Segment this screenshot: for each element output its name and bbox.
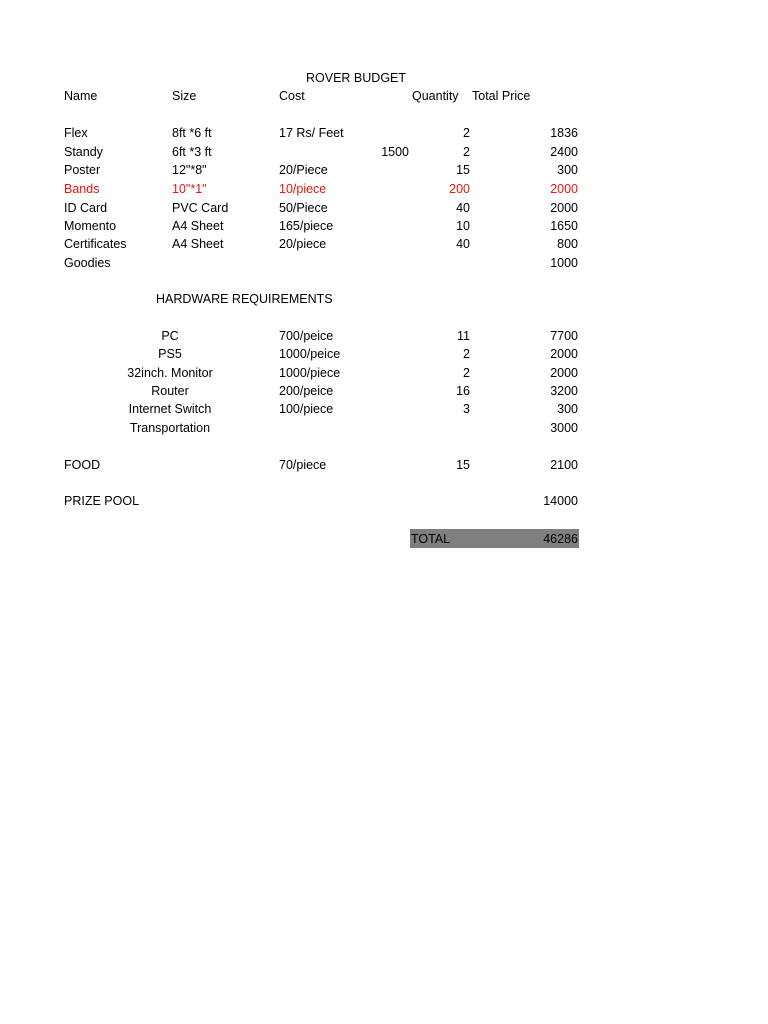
item-quantity: 40 [456,201,470,215]
hardware-total: 2000 [550,366,578,380]
hardware-quantity: 11 [457,329,470,343]
hardware-name: Transportation [129,421,211,435]
item-name: Poster [64,163,101,177]
hardware-name: PC [161,329,179,343]
food-quantity: 15 [456,458,470,472]
grand-total-value: 46286 [543,532,578,546]
hardware-cost: 700/peice [279,329,334,343]
item-quantity: 15 [456,163,470,177]
hardware-quantity: 16 [456,384,470,398]
item-total: 1000 [550,256,578,270]
hardware-cost: 200/peice [279,384,334,398]
item-cost: 20/piece [279,237,327,251]
hardware-name: PS5 [158,347,182,361]
hardware-total: 3200 [550,384,578,398]
header-cost: Cost [279,89,305,103]
item-cost: 17 Rs/ Feet [279,126,344,140]
item-cost: 165/piece [279,219,334,233]
item-quantity: 40 [456,237,470,251]
item-name: Standy [64,145,103,159]
food-name: FOOD [64,458,101,472]
prize-pool-name: PRIZE POOL [64,494,140,508]
item-name: Goodies [64,256,111,270]
item-name: Bands [64,182,100,196]
item-name: ID Card [64,201,108,215]
item-name: Flex [64,126,88,140]
item-quantity: 200 [449,182,470,196]
item-size: 6ft *3 ft [172,145,212,159]
hardware-name: Internet Switch [128,402,212,416]
item-size: 12"*8" [172,163,207,177]
hardware-quantity: 2 [463,366,470,380]
hardware-heading: HARDWARE REQUIREMENTS [156,292,333,306]
sheet-title: ROVER BUDGET [306,71,407,85]
hardware-cost: 1000/piece [279,366,341,380]
item-total: 800 [557,237,578,251]
header-name: Name [64,89,98,103]
hardware-total: 3000 [550,421,578,435]
item-extra-cost: 1500 [381,145,409,159]
item-size: 10"*1" [172,182,207,196]
header-total-price: Total Price [472,89,531,103]
hardware-total: 2000 [550,347,578,361]
header-size: Size [172,89,197,103]
item-size: A4 Sheet [172,237,224,251]
hardware-quantity: 3 [463,402,470,416]
hardware-name: 32inch. Monitor [127,366,213,380]
item-size: 8ft *6 ft [172,126,212,140]
item-total: 2000 [550,201,578,215]
hardware-name: Router [151,384,189,398]
item-total: 300 [557,163,578,177]
hardware-cost: 1000/peice [279,347,341,361]
hardware-quantity: 2 [463,347,470,361]
prize-pool-total: 14000 [543,494,578,508]
item-total: 1836 [550,126,578,140]
item-total: 2000 [550,182,578,196]
grand-total-label: TOTAL [411,532,451,546]
item-quantity: 2 [463,126,470,140]
item-quantity: 10 [456,219,470,233]
item-total: 2400 [550,145,578,159]
hardware-cost: 100/piece [279,402,334,416]
food-cost: 70/piece [279,458,327,472]
item-cost: 20/Piece [279,163,328,177]
item-name: Certificates [64,237,127,251]
item-size: PVC Card [172,201,229,215]
item-total: 1650 [550,219,578,233]
item-quantity: 2 [463,145,470,159]
item-cost: 10/piece [279,182,327,196]
item-name: Momento [64,219,117,233]
item-cost: 50/Piece [279,201,328,215]
item-size: A4 Sheet [172,219,224,233]
food-total: 2100 [550,458,578,472]
hardware-total: 300 [557,402,578,416]
hardware-total: 7700 [550,329,578,343]
header-quantity: Quantity [412,89,459,103]
